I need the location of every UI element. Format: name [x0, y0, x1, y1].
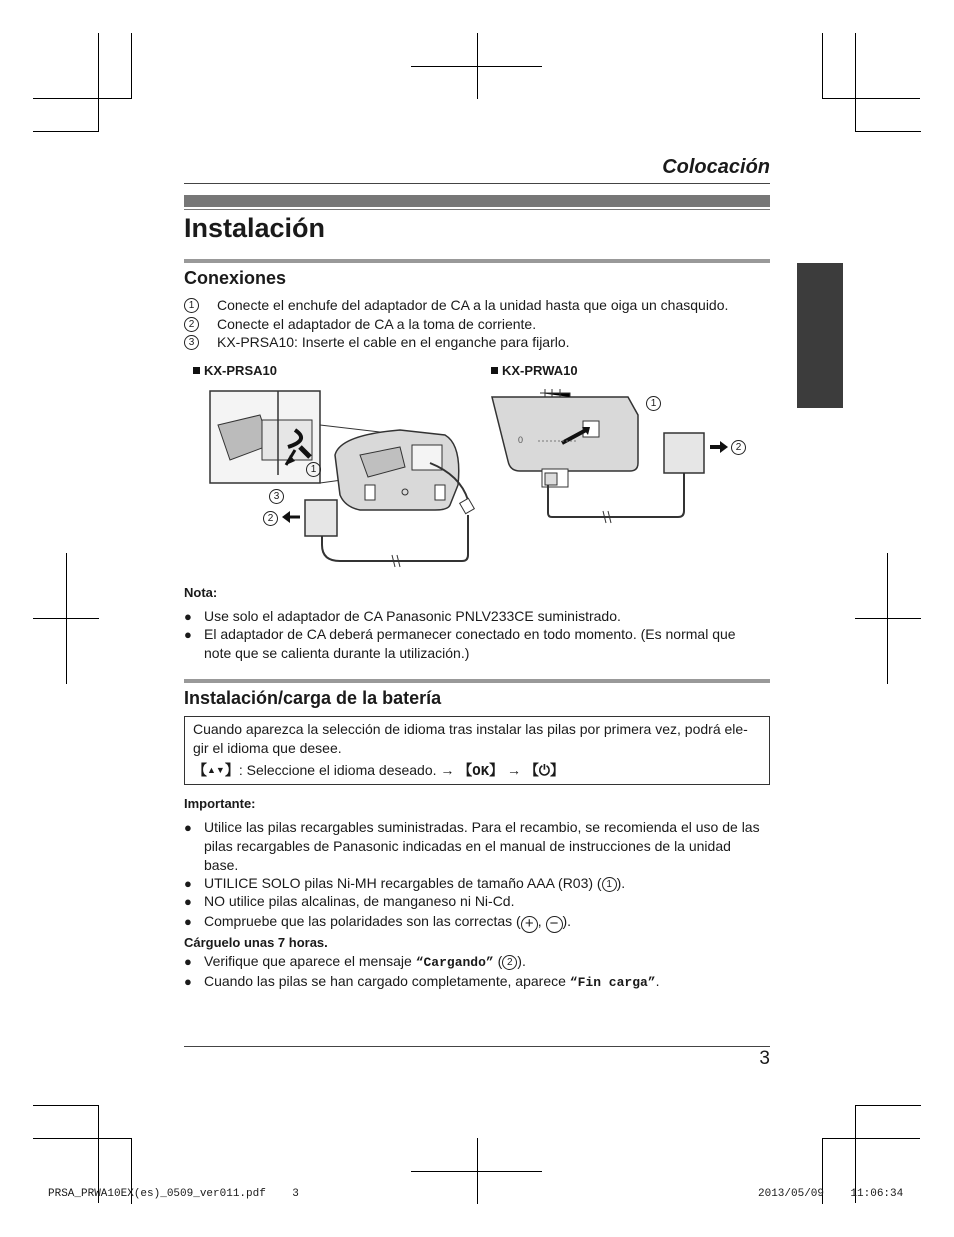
title-underline — [184, 209, 770, 210]
crop-mark — [33, 1138, 131, 1139]
figure-label-right — [491, 363, 578, 378]
charge-callout: 2 — [502, 955, 517, 970]
importante-item-4-text: Compruebe que las polaridades son las correctas ( — [204, 913, 521, 929]
importante-item-3: NO utilice pilas alcalinas, de manganeso ni Ni-Cd. — [204, 893, 515, 909]
bullet-icon: ● — [184, 627, 192, 642]
nota-item-2-cont: note que se calienta durante la utilización.) — [204, 645, 470, 661]
arrow-right-icon: → — [440, 762, 455, 778]
bullet-icon: ● — [184, 974, 192, 989]
callout-1-left: 1 — [306, 462, 321, 477]
callout-3: 3 — [269, 489, 284, 504]
conexiones-heading: Conexiones — [184, 268, 287, 288]
nota-item-1: Use solo el adaptador de CA Panasonic PNLV233CE suministrado. — [204, 608, 621, 624]
svg-text:0: 0 — [518, 435, 524, 445]
bullet-icon: ● — [184, 954, 192, 969]
callout-2-right: 2 — [731, 440, 746, 455]
crop-mark — [33, 131, 99, 132]
footer-rule — [184, 1046, 770, 1047]
square-bullet-icon — [193, 367, 200, 374]
section-header: Colocación — [662, 156, 770, 178]
box-line-3 — [193, 760, 564, 780]
bateria-heading: Instalación/carga de la batería — [184, 688, 442, 708]
nota-label: Nota: — [184, 585, 218, 600]
crop-mark — [33, 1105, 99, 1106]
msg-charging: “Cargando” — [415, 955, 494, 970]
importante-label: Importante: — [184, 796, 256, 811]
importante-item-2-text: UTILICE SOLO pilas Ni-MH recargables de tamaño AAA (R03) ( — [204, 875, 602, 891]
kx-prsa10-illustration — [200, 385, 490, 570]
figure-label-left — [193, 363, 277, 378]
step-number-1: 1 — [184, 298, 199, 313]
charge-label: Cárguelo unas 7 horas. — [184, 935, 328, 950]
bullet-icon: ● — [184, 894, 192, 909]
bullet-icon: ● — [184, 820, 192, 835]
crop-mark — [855, 1105, 921, 1106]
importante-item-1-cont2: base. — [204, 857, 239, 873]
section-rule — [184, 679, 770, 683]
crop-mark — [33, 98, 131, 99]
print-timestamp: 2013/05/09 11:06:34 — [758, 1188, 904, 1200]
hang-up-power-icon: ⏻ — [538, 762, 550, 778]
plus-polarity-icon: + — [521, 916, 538, 933]
charge-item-1-text: Verifique que aparece el mensaje — [204, 953, 416, 969]
charge-item-2-text: Cuando las pilas se han cargado completamente, aparece — [204, 973, 570, 989]
crop-mark — [822, 33, 823, 99]
importante-item-1: Utilice las pilas recargables suministradas. Para el recambio, se recomienda el uso de las — [204, 819, 760, 835]
ok-key: 【OK】 — [458, 762, 504, 780]
kx-prwa10-illustration — [490, 385, 760, 525]
crop-mark — [855, 33, 856, 131]
figure-label-left-text: KX-PRSA10 — [204, 363, 277, 378]
section-rule — [184, 259, 770, 263]
callout-1-right: 1 — [646, 396, 661, 411]
bullet-icon: ● — [184, 876, 192, 891]
crop-mark — [822, 1138, 920, 1139]
figure-label-right-text: KX-PRWA10 — [502, 363, 578, 378]
minus-polarity-icon: − — [546, 916, 563, 933]
bullet-icon: ● — [184, 609, 192, 624]
ok-key-label: OK — [472, 764, 490, 780]
charge-item-1: Verifique que aparece el mensaje “Cargando” ( 2 ). — [204, 953, 526, 970]
side-tab — [797, 263, 843, 408]
step-text-1: Conecte el enchufe del adaptador de CA a la unidad hasta que oiga un chasquido. — [217, 297, 729, 313]
page-number: 3 — [759, 1048, 770, 1069]
crop-mark — [411, 1171, 542, 1172]
page-title: Instalación — [184, 213, 326, 243]
arrow-right-icon: → — [507, 762, 521, 778]
step-text-3: KX-PRSA10: Inserte el cable en el enganche para fijarlo. — [217, 334, 570, 350]
nota-item-2: El adaptador de CA deberá permanecer conectado en todo momento. (Es normal que — [204, 626, 736, 642]
msg-done: “Fin carga” — [569, 975, 656, 990]
box-line-3-text: : Seleccione el idioma deseado. — [238, 762, 437, 778]
title-bar — [184, 195, 770, 207]
box-line-2: gir el idioma que desee. — [193, 740, 342, 756]
header-rule — [184, 183, 770, 184]
importante-item-1-cont: pilas recargables de Panasonic indicadas en el manual de instrucciones de la unidad — [204, 838, 731, 854]
step-number-3: 3 — [184, 335, 199, 350]
importante-item-4: Compruebe que las polaridades son las correctas ( + , − ). — [204, 913, 572, 932]
crop-mark — [131, 33, 132, 99]
crop-mark — [855, 131, 921, 132]
print-file-info: PRSA_PRWA10EX(es)_0509_ver011.pdf 3 — [48, 1188, 299, 1200]
charge-item-2: Cuando las pilas se han cargado completamente, aparece “Fin carga”. — [204, 973, 660, 990]
up-down-key-icon: 【▲▼】 — [193, 762, 239, 778]
battery-callout: 1 — [602, 877, 617, 892]
off-key: 【⏻】 — [524, 762, 564, 778]
square-bullet-icon — [491, 367, 498, 374]
step-text-2: Conecte el adaptador de CA a la toma de corriente. — [217, 316, 537, 332]
box-line-1: Cuando aparezca la selección de idioma tras instalar las pilas por primera vez, podrá ele- — [193, 721, 748, 737]
crop-mark — [855, 618, 921, 619]
step-number-2: 2 — [184, 317, 199, 332]
bullet-icon: ● — [184, 914, 192, 929]
crop-mark — [33, 618, 99, 619]
callout-2-left: 2 — [263, 511, 278, 526]
crop-mark — [822, 98, 920, 99]
importante-item-2: UTILICE SOLO pilas Ni-MH recargables de tamaño AAA (R03) ( 1 ). — [204, 875, 626, 891]
crop-mark — [411, 66, 542, 67]
crop-mark — [98, 33, 99, 131]
